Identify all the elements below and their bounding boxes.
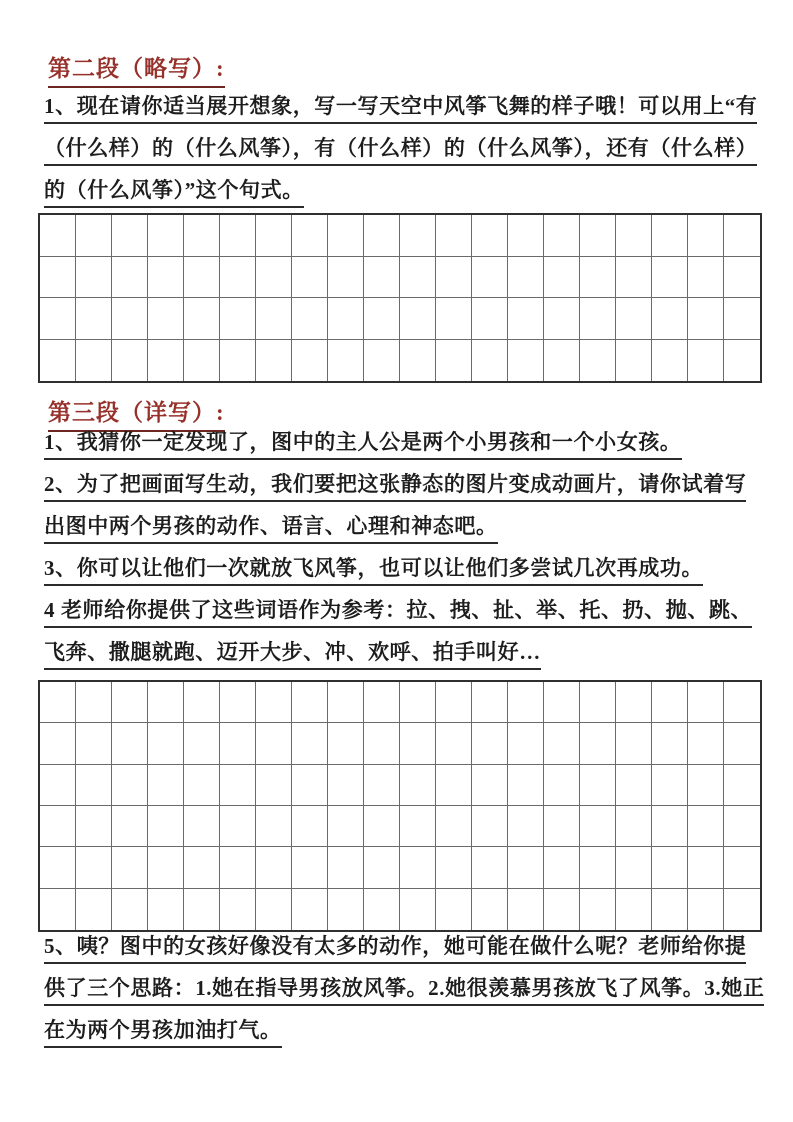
grid-cell — [256, 723, 292, 764]
grid-cell — [328, 765, 364, 806]
grid-cell — [256, 806, 292, 847]
grid-cell — [76, 257, 112, 299]
grid-cell — [436, 765, 472, 806]
grid-cell — [400, 847, 436, 888]
grid-cell — [220, 257, 256, 299]
grid-cell — [112, 257, 148, 299]
grid-cell — [400, 682, 436, 723]
section-2-heading: 第二段（略写）: — [48, 50, 225, 88]
grid-cell — [40, 340, 76, 382]
grid-cell — [76, 215, 112, 257]
grid-cell — [688, 806, 724, 847]
grid-cell — [184, 215, 220, 257]
grid-cell — [220, 340, 256, 382]
grid-cell — [472, 340, 508, 382]
grid-cell — [292, 847, 328, 888]
grid-cell — [472, 682, 508, 723]
grid-cell — [40, 682, 76, 723]
writing-grid-section-2 — [38, 213, 762, 383]
grid-cell — [40, 847, 76, 888]
grid-cell — [40, 765, 76, 806]
grid-cell — [724, 682, 760, 723]
worksheet-line: 在为两个男孩加油打气。 — [44, 1006, 773, 1048]
grid-cell — [580, 257, 616, 299]
grid-cell — [328, 298, 364, 340]
grid-cell — [652, 847, 688, 888]
grid-cell — [508, 340, 544, 382]
grid-cell — [616, 723, 652, 764]
grid-cell — [544, 298, 580, 340]
grid-cell — [724, 340, 760, 382]
grid-cell — [256, 215, 292, 257]
grid-cell — [364, 847, 400, 888]
grid-cell — [436, 682, 472, 723]
grid-cell — [76, 682, 112, 723]
grid-cell — [688, 682, 724, 723]
grid-cell — [328, 340, 364, 382]
grid-cell — [220, 723, 256, 764]
grid-cell — [184, 847, 220, 888]
worksheet-line: 4 老师给你提供了这些词语作为参考：拉、拽、扯、举、托、扔、抛、跳、 — [44, 586, 773, 628]
grid-cell — [112, 298, 148, 340]
grid-cell — [400, 257, 436, 299]
grid-cell — [580, 765, 616, 806]
grid-cell — [40, 298, 76, 340]
grid-cell — [292, 806, 328, 847]
grid-cell — [400, 215, 436, 257]
grid-cell — [184, 340, 220, 382]
grid-cell — [508, 298, 544, 340]
grid-cell — [472, 298, 508, 340]
grid-cell — [364, 723, 400, 764]
grid-cell — [256, 298, 292, 340]
writing-grid-section-3 — [38, 680, 762, 932]
grid-cell — [652, 765, 688, 806]
grid-cell — [616, 682, 652, 723]
grid-cell — [436, 298, 472, 340]
grid-cell — [76, 298, 112, 340]
grid-cell — [688, 215, 724, 257]
grid-cell — [112, 682, 148, 723]
grid-cell — [688, 723, 724, 764]
grid-cell — [508, 806, 544, 847]
grid-cell — [76, 806, 112, 847]
grid-cell — [472, 806, 508, 847]
worksheet-line: 1、我猜你一定发现了，图中的主人公是两个小男孩和一个小女孩。 — [44, 418, 773, 460]
grid-cell — [400, 806, 436, 847]
grid-cell — [148, 340, 184, 382]
grid-cell — [148, 765, 184, 806]
section-2-prompt — [44, 82, 773, 208]
grid-cell — [508, 257, 544, 299]
grid-cell — [400, 340, 436, 382]
grid-cell — [724, 257, 760, 299]
grid-cell — [220, 682, 256, 723]
grid-cell — [616, 257, 652, 299]
grid-cell — [472, 723, 508, 764]
section-3-heading: 第三段（详写）: — [48, 394, 225, 432]
grid-cell — [292, 340, 328, 382]
section-3-followup — [44, 922, 773, 1048]
grid-cell — [688, 340, 724, 382]
grid-cell — [688, 765, 724, 806]
worksheet-line: 供了三个思路：1.她在指导男孩放风筝。2.她很羡慕男孩放飞了风筝。3.她正 — [44, 964, 773, 1006]
grid-cell — [292, 765, 328, 806]
grid-cell — [436, 847, 472, 888]
grid-cell — [472, 765, 508, 806]
grid-cell — [220, 765, 256, 806]
grid-cell — [148, 682, 184, 723]
worksheet-line: 2、为了把画面写生动，我们要把这张静态的图片变成动画片，请你试着写 — [44, 460, 773, 502]
grid-cell — [616, 847, 652, 888]
grid-cell — [400, 723, 436, 764]
section-3-prompt — [44, 418, 773, 670]
grid-cell — [436, 806, 472, 847]
grid-cell — [688, 257, 724, 299]
grid-cell — [148, 723, 184, 764]
grid-cell — [616, 298, 652, 340]
grid-cell — [220, 215, 256, 257]
worksheet-line: 飞奔、撒腿就跑、迈开大步、冲、欢呼、拍手叫好… — [44, 628, 773, 670]
grid-cell — [400, 298, 436, 340]
grid-cell — [544, 765, 580, 806]
grid-cell — [652, 723, 688, 764]
grid-cell — [652, 682, 688, 723]
worksheet-line: 的（什么风筝）”这个句式。 — [44, 166, 773, 208]
grid-cell — [364, 257, 400, 299]
worksheet-line: 1、现在请你适当展开想象，写一写天空中风筝飞舞的样子哦！可以用上“有 — [44, 82, 773, 124]
grid-cell — [616, 765, 652, 806]
grid-cell — [436, 257, 472, 299]
grid-cell — [364, 340, 400, 382]
grid-cell — [580, 215, 616, 257]
grid-cell — [580, 806, 616, 847]
grid-cell — [472, 847, 508, 888]
grid-cell — [544, 340, 580, 382]
grid-cell — [544, 257, 580, 299]
grid-cell — [256, 257, 292, 299]
grid-cell — [40, 723, 76, 764]
grid-cell — [220, 806, 256, 847]
grid-cell — [148, 298, 184, 340]
grid-cell — [508, 847, 544, 888]
grid-cell — [580, 340, 616, 382]
grid-cell — [724, 806, 760, 847]
grid-cell — [688, 847, 724, 888]
grid-cell — [112, 723, 148, 764]
grid-cell — [652, 806, 688, 847]
grid-cell — [112, 215, 148, 257]
grid-cell — [328, 682, 364, 723]
grid-cell — [364, 298, 400, 340]
grid-cell — [508, 215, 544, 257]
worksheet-line: 出图中两个男孩的动作、语言、心理和神态吧。 — [44, 502, 773, 544]
grid-cell — [652, 298, 688, 340]
grid-cell — [364, 682, 400, 723]
grid-cell — [40, 215, 76, 257]
grid-cell — [652, 215, 688, 257]
grid-cell — [184, 298, 220, 340]
grid-cell — [580, 847, 616, 888]
grid-cell — [580, 682, 616, 723]
grid-cell — [364, 215, 400, 257]
grid-cell — [544, 682, 580, 723]
grid-cell — [112, 340, 148, 382]
grid-cell — [292, 257, 328, 299]
grid-cell — [436, 215, 472, 257]
grid-cell — [400, 765, 436, 806]
grid-cell — [724, 298, 760, 340]
grid-cell — [256, 682, 292, 723]
grid-cell — [544, 723, 580, 764]
grid-cell — [184, 682, 220, 723]
grid-cell — [112, 765, 148, 806]
grid-cell — [508, 682, 544, 723]
grid-cell — [616, 340, 652, 382]
grid-cell — [544, 215, 580, 257]
grid-cell — [436, 723, 472, 764]
grid-cell — [220, 298, 256, 340]
grid-cell — [328, 257, 364, 299]
grid-cell — [688, 298, 724, 340]
grid-cell — [472, 257, 508, 299]
grid-cell — [112, 806, 148, 847]
grid-cell — [256, 340, 292, 382]
grid-cell — [256, 765, 292, 806]
grid-cell — [652, 340, 688, 382]
grid-cell — [544, 847, 580, 888]
grid-cell — [184, 257, 220, 299]
grid-cell — [148, 806, 184, 847]
grid-cell — [652, 257, 688, 299]
grid-cell — [724, 215, 760, 257]
grid-cell — [328, 806, 364, 847]
grid-cell — [328, 215, 364, 257]
grid-cell — [544, 806, 580, 847]
grid-cell — [112, 847, 148, 888]
grid-cell — [508, 723, 544, 764]
grid-cell — [292, 215, 328, 257]
grid-cell — [508, 765, 544, 806]
grid-cell — [76, 340, 112, 382]
grid-cell — [328, 847, 364, 888]
grid-cell — [148, 257, 184, 299]
grid-cell — [148, 215, 184, 257]
grid-cell — [724, 765, 760, 806]
grid-cell — [292, 682, 328, 723]
grid-cell — [220, 847, 256, 888]
grid-cell — [148, 847, 184, 888]
grid-cell — [40, 257, 76, 299]
grid-cell — [40, 806, 76, 847]
grid-cell — [436, 340, 472, 382]
grid-cell — [364, 806, 400, 847]
grid-cell — [184, 806, 220, 847]
grid-cell — [724, 847, 760, 888]
grid-cell — [724, 723, 760, 764]
grid-cell — [256, 847, 292, 888]
grid-cell — [616, 215, 652, 257]
grid-cell — [292, 298, 328, 340]
grid-cell — [184, 723, 220, 764]
grid-cell — [472, 215, 508, 257]
grid-cell — [76, 765, 112, 806]
grid-cell — [580, 723, 616, 764]
grid-cell — [364, 765, 400, 806]
worksheet-line: 3、你可以让他们一次就放飞风筝，也可以让他们多尝试几次再成功。 — [44, 544, 773, 586]
grid-cell — [616, 806, 652, 847]
grid-cell — [76, 723, 112, 764]
grid-cell — [76, 847, 112, 888]
grid-cell — [328, 723, 364, 764]
worksheet-line: （什么样）的（什么风筝），有（什么样）的（什么风筝），还有（什么样） — [44, 124, 773, 166]
grid-cell — [580, 298, 616, 340]
grid-cell — [292, 723, 328, 764]
grid-cell — [184, 765, 220, 806]
worksheet-line: 5、咦？图中的女孩好像没有太多的动作，她可能在做什么呢？老师给你提 — [44, 922, 773, 964]
